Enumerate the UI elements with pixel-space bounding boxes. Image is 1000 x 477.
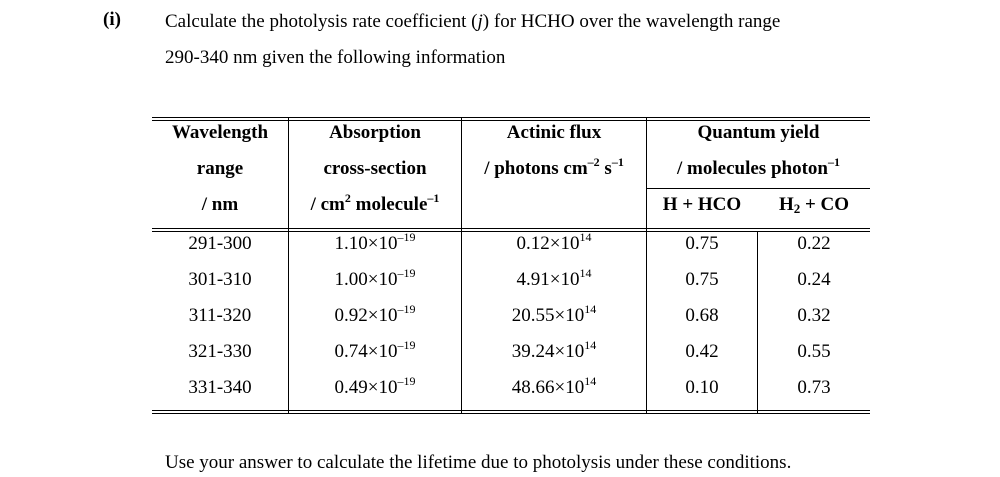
cell-exponent: –19 bbox=[397, 338, 416, 352]
cell-absorption bbox=[289, 374, 461, 400]
cell-exponent: 14 bbox=[584, 338, 597, 352]
header-actinic-flux: Actinic flux bbox=[506, 122, 602, 143]
table-bottom-rule-2 bbox=[152, 413, 870, 414]
header-wavelength: Wavelength bbox=[171, 122, 269, 143]
cell-absorption bbox=[289, 266, 461, 292]
unit-exponent: –1 bbox=[427, 191, 440, 205]
cell-text: 0.22 bbox=[797, 233, 831, 254]
cell-actinic-flux bbox=[462, 266, 646, 292]
cell-text: 39.24×10 bbox=[511, 341, 585, 362]
header-channel-h2-co bbox=[758, 194, 870, 217]
header-channel-h-hco: H + HCO bbox=[662, 194, 742, 215]
cell-quantum-h2-co bbox=[758, 377, 870, 399]
cell-text: 20.55×10 bbox=[511, 305, 585, 326]
unit-exponent: –2 bbox=[587, 155, 600, 169]
channel-part: H bbox=[778, 194, 794, 215]
table-top-rule bbox=[152, 117, 870, 118]
header-absorption-cross-section: cross-section bbox=[323, 158, 427, 179]
cell-text: 0.73 bbox=[797, 377, 831, 398]
cell-wavelength-range bbox=[152, 233, 288, 255]
cell-text: 0.68 bbox=[685, 305, 719, 326]
cell-quantum-h-hco bbox=[647, 305, 757, 327]
cell-text: 0.42 bbox=[685, 341, 719, 362]
cell-quantum-h2-co bbox=[758, 233, 870, 255]
question-text-line-2: 290-340 nm given the following information bbox=[165, 47, 506, 68]
cell-exponent: –19 bbox=[397, 374, 416, 388]
cell-quantum-h-hco bbox=[647, 269, 757, 291]
unit-part: s bbox=[599, 158, 612, 179]
cell-wavelength-range bbox=[152, 269, 288, 291]
header-absorption: Absorption bbox=[329, 122, 421, 143]
cell-text: 0.55 bbox=[797, 341, 831, 362]
unit-part: molecule bbox=[350, 194, 428, 215]
cell-exponent: –19 bbox=[397, 302, 416, 316]
cell-text: 0.75 bbox=[685, 269, 719, 290]
header-divider-rule bbox=[152, 228, 870, 229]
cell-exponent: 14 bbox=[579, 266, 592, 280]
unit-exponent: –1 bbox=[611, 155, 624, 169]
header-actinic-flux-unit bbox=[462, 155, 646, 181]
cell-exponent: –19 bbox=[397, 266, 416, 280]
cell-actinic-flux bbox=[462, 230, 646, 256]
question-text-pre: Calculate the photolysis rate coefficient ( bbox=[165, 11, 478, 32]
cell-exponent: –19 bbox=[397, 230, 416, 244]
cell-text: 0.92×10 bbox=[334, 305, 398, 326]
cell-text: 1.00×10 bbox=[334, 269, 398, 290]
cell-text: 0.74×10 bbox=[334, 341, 398, 362]
unit-part: / photons cm bbox=[484, 158, 588, 179]
cell-text: 311-320 bbox=[188, 305, 252, 326]
cell-wavelength-range bbox=[152, 377, 288, 399]
question-text-post: ) for HCHO over the wavelength range bbox=[482, 11, 781, 32]
table-bottom-rule bbox=[152, 410, 870, 411]
cell-quantum-h-hco bbox=[647, 341, 757, 363]
cell-actinic-flux bbox=[462, 338, 646, 364]
cell-quantum-h2-co bbox=[758, 341, 870, 363]
footer-instruction: Use your answer to calculate the lifetime due to photolysis under these conditions. bbox=[165, 452, 792, 473]
cell-text: 0.49×10 bbox=[334, 377, 398, 398]
question-text-symbol: j bbox=[477, 11, 483, 32]
unit-part: / molecules photon bbox=[677, 158, 828, 179]
header-wavelength-unit: / nm bbox=[201, 194, 239, 215]
header-quantum-yield: Quantum yield bbox=[697, 122, 820, 143]
cell-exponent: 14 bbox=[584, 374, 597, 388]
cell-text: 0.75 bbox=[685, 233, 719, 254]
header-wavelength-range: range bbox=[196, 158, 244, 179]
cell-absorption bbox=[289, 230, 461, 256]
table-top-rule-2 bbox=[152, 120, 870, 121]
unit-exponent: 2 bbox=[344, 191, 351, 205]
cell-actinic-flux bbox=[462, 374, 646, 400]
cell-text: 4.91×10 bbox=[516, 269, 580, 290]
channel-subscript: 2 bbox=[793, 201, 801, 216]
unit-part: / cm bbox=[310, 194, 345, 215]
cell-exponent: 14 bbox=[579, 230, 592, 244]
cell-quantum-h2-co bbox=[758, 269, 870, 291]
cell-absorption bbox=[289, 338, 461, 364]
cell-absorption bbox=[289, 302, 461, 328]
unit-exponent: –1 bbox=[827, 155, 840, 169]
cell-text: 48.66×10 bbox=[511, 377, 585, 398]
cell-text: 291-300 bbox=[188, 233, 252, 254]
cell-text: 0.32 bbox=[797, 305, 831, 326]
cell-text: 331-340 bbox=[188, 377, 252, 398]
quantum-yield-subheader-rule bbox=[646, 188, 870, 189]
cell-text: 301-310 bbox=[188, 269, 252, 290]
header-quantum-yield-unit bbox=[647, 155, 870, 181]
cell-text: 0.24 bbox=[797, 269, 831, 290]
cell-wavelength-range bbox=[152, 305, 288, 327]
cell-quantum-h-hco bbox=[647, 233, 757, 255]
cell-quantum-h-hco bbox=[647, 377, 757, 399]
cell-exponent: 14 bbox=[584, 302, 597, 316]
cell-wavelength-range bbox=[152, 341, 288, 363]
cell-text: 0.10 bbox=[685, 377, 719, 398]
cell-text: 1.10×10 bbox=[334, 233, 398, 254]
cell-quantum-h2-co bbox=[758, 305, 870, 327]
channel-part: + CO bbox=[800, 194, 850, 215]
cell-text: 0.12×10 bbox=[516, 233, 580, 254]
cell-text: 321-330 bbox=[188, 341, 252, 362]
header-absorption-unit bbox=[289, 191, 461, 217]
question-label: (i) bbox=[103, 9, 121, 30]
header-divider-rule-2 bbox=[152, 231, 870, 232]
cell-actinic-flux bbox=[462, 302, 646, 328]
